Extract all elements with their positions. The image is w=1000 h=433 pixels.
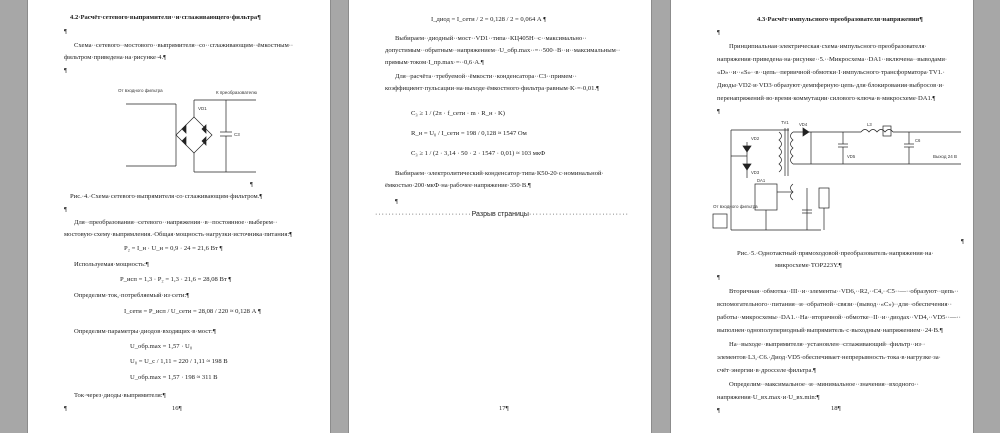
section-heading: 4.3·Расчёт·импульсного·преобразователя·напряжения¶	[757, 16, 923, 23]
text-line: Схема··сетевого··мостового··выпрямителя··со··сглаживающим··ёмкостным··	[74, 42, 294, 49]
formula: P₂ = I_н · U_н = 0,9 · 24 = 21,6 Вт ¶	[124, 245, 223, 252]
figure-label: VD1	[198, 106, 207, 111]
figure-label: Выход 24 В	[933, 154, 957, 159]
text-line: допустимым··обратным··напряжением··U_обр.max··=··500··В··и··максимальным··	[385, 47, 621, 54]
figure-label: От входного фильтра	[118, 88, 163, 93]
paragraph-mark: ¶	[64, 405, 67, 412]
text-line: напряжения·приведена·на·рисунке··5.··Микросхема··DA1··включена··выводами·	[717, 56, 948, 63]
text-line: вспомогательного··питания··и··обратной··связи··(вывод··«C»)··для··обеспечения··	[717, 301, 952, 308]
figure-label: VD2	[751, 136, 760, 141]
paragraph-mark: ¶	[64, 28, 67, 35]
paragraph-mark: ¶	[64, 67, 67, 74]
formula: I_сети = P_исп / U_сети = 28,08 / 220 ≈ 0,128 А ¶	[124, 308, 262, 315]
text-line: Вторичная··обмотка··III··и··элементы··VD6,··R2,··C4,··C5··—··образуют··цепь··	[729, 288, 959, 295]
figure-caption: Рис.·5.·Однотактный·прямоходовой·преобразователь·напряжения·на·	[737, 250, 934, 257]
paragraph-mark: ¶	[395, 198, 398, 205]
text-line: Для··расчёта··требуемой··ёмкости··конденсатора··С3··примем··	[395, 73, 577, 80]
paragraph-mark: ¶	[717, 108, 720, 115]
section-heading: 4.2·Расчёт·сетевого·выпрямителя··и·сглаживающего·фильтра¶	[70, 14, 261, 21]
figure-label: VD4	[799, 122, 808, 127]
page-break-marker: ·····························Разрыв страницы······························	[375, 211, 629, 218]
formula: P_исп = 1,3 · P₂ = 1,3 · 21,6 = 28,08 Вт ¶	[120, 276, 232, 283]
paragraph-mark: ¶	[717, 274, 720, 281]
figure-label: DA1	[757, 178, 766, 183]
figure-label: C6	[915, 138, 921, 143]
text-line: Ток·через·диоды·выпрямителя:¶	[74, 392, 166, 399]
text-line: Выбираем··диодный··мост··VD1··типа··КЦ405Н··с··максимально··	[395, 35, 587, 42]
figure-label: VD3	[751, 170, 760, 175]
text-line: фильтром·приведена·на·рисунке·4.¶	[64, 54, 167, 61]
formula: R_н = U₀ / I_сети = 198 / 0,128 ≈ 1547 Ом	[411, 130, 527, 137]
text-line: перенапряжений·во·время·коммутации·силового·ключа·в·микросхеме·DA1.¶	[717, 95, 936, 102]
paragraph-mark: ¶	[717, 407, 720, 414]
text-line: прямым·током·I_пр.max·=··0,6·А.¶	[385, 59, 484, 66]
figure-label: C3	[234, 132, 240, 137]
text-line: коэффициент·пульсации·на·выходе·ёмкостного·фильтра·равным·K·=·0,01.¶	[385, 85, 600, 92]
figure-label: TV1	[781, 120, 789, 125]
paragraph-mark: ¶	[717, 29, 720, 36]
text-line: работы··микросхемы··DA1.··На··вторичной··обмотке··II··и··диодах··VD4,··VD5··—··	[717, 314, 961, 321]
formula: U₀ = U_с / 1,11 = 220 / 1,11 ≈ 198 В	[130, 358, 228, 365]
text-line: Используемая·мощность:¶	[74, 261, 149, 268]
formula: U_обр.max = 1,57 · U₀	[130, 343, 193, 350]
figure-label: От входного фильтра	[713, 204, 758, 209]
page-18	[671, 0, 973, 433]
figure-label: L3	[867, 122, 872, 127]
text-line: Определим··максимальное··и··минимальное··значения··входного··	[729, 381, 919, 388]
text-line: На··выходе··выпрямителя··установлен··сглаживающий··фильтр··из··	[729, 341, 926, 348]
paragraph-mark: ¶	[961, 238, 964, 245]
formula: I_диод = I_сети / 2 = 0,128 / 2 = 0,064 А ¶	[431, 16, 547, 23]
converter-circuit-figure	[711, 118, 969, 260]
rectifier-circuit-figure	[116, 82, 266, 188]
figure-caption: микросхеме·TOP223Y.¶	[775, 262, 842, 269]
text-line: «D»··и··«S»··в··цепь··первичной·обмотки·I·импульсного·трансформатора·TV1.·	[717, 69, 945, 76]
text-line: Определим·ток,·потребляемый·из·сети:¶	[74, 292, 190, 299]
text-line: Выбираем··электролитический·конденсатор·типа·К50-20·с·номинальной·	[395, 170, 604, 177]
figure-label: К преобразователю	[216, 90, 257, 95]
text-line: напряжения·U_вх.max·и·U_вх.min:¶	[717, 394, 820, 401]
text-line: элементов·L3,·C6.·Диод·VD5·обеспечивает·непрерывность·тока·в·нагрузке·за·	[717, 354, 941, 361]
page-16	[28, 0, 330, 433]
text-line: Принципиальная·электрическая·схема·импульсного·преобразователя·	[729, 43, 927, 50]
figure-label: VD5	[847, 154, 856, 159]
text-line: выполнен·однополупериодный·выпрямитель·с·выходным·напряжением··24·В.¶	[717, 327, 943, 334]
page-number: 16¶	[172, 405, 182, 412]
page-17	[349, 0, 651, 433]
text-line: Определим·параметры·диодов·входящих·в·мост:¶	[74, 328, 216, 335]
paragraph-mark: ¶	[250, 181, 253, 188]
text-line: счёт·энергии·в·дросселе·фильтра.¶	[717, 367, 817, 374]
page-number: 17¶	[499, 405, 509, 412]
text-line: Диоды·VD2·и·VD3·образуют·демпферную·цепь·для·блокирования·выбросов·и·	[717, 82, 945, 89]
formula: U_обр.max = 1,57 · 198 ≈ 311 В	[130, 374, 218, 381]
text-line: Для··преобразования··сетевого··напряжения··в··постоянное··выберем··	[74, 219, 278, 226]
paragraph-mark: ¶	[64, 206, 67, 213]
formula: C₃ ≥ 1 / (2 · 3,14 · 50 · 2 · 1547 · 0,01) ≈ 103 мкФ	[411, 150, 546, 157]
text-line: ёмкостью·200·мкФ·на·рабочее·напряжение·350·В.¶	[385, 182, 531, 189]
formula: C₃ ≥ 1 / (2π · f_сети · m · R_н · K)	[411, 110, 505, 117]
figure-caption: Рис.·4.·Схема·сетевого·выпрямителя·со·сглаживающим·фильтром.¶	[70, 193, 263, 200]
page-number: 18¶	[831, 405, 841, 412]
text-line: мостовую·схему·выпрямления.·Общая·мощность·нагрузки·источника·питания:¶	[64, 231, 293, 238]
